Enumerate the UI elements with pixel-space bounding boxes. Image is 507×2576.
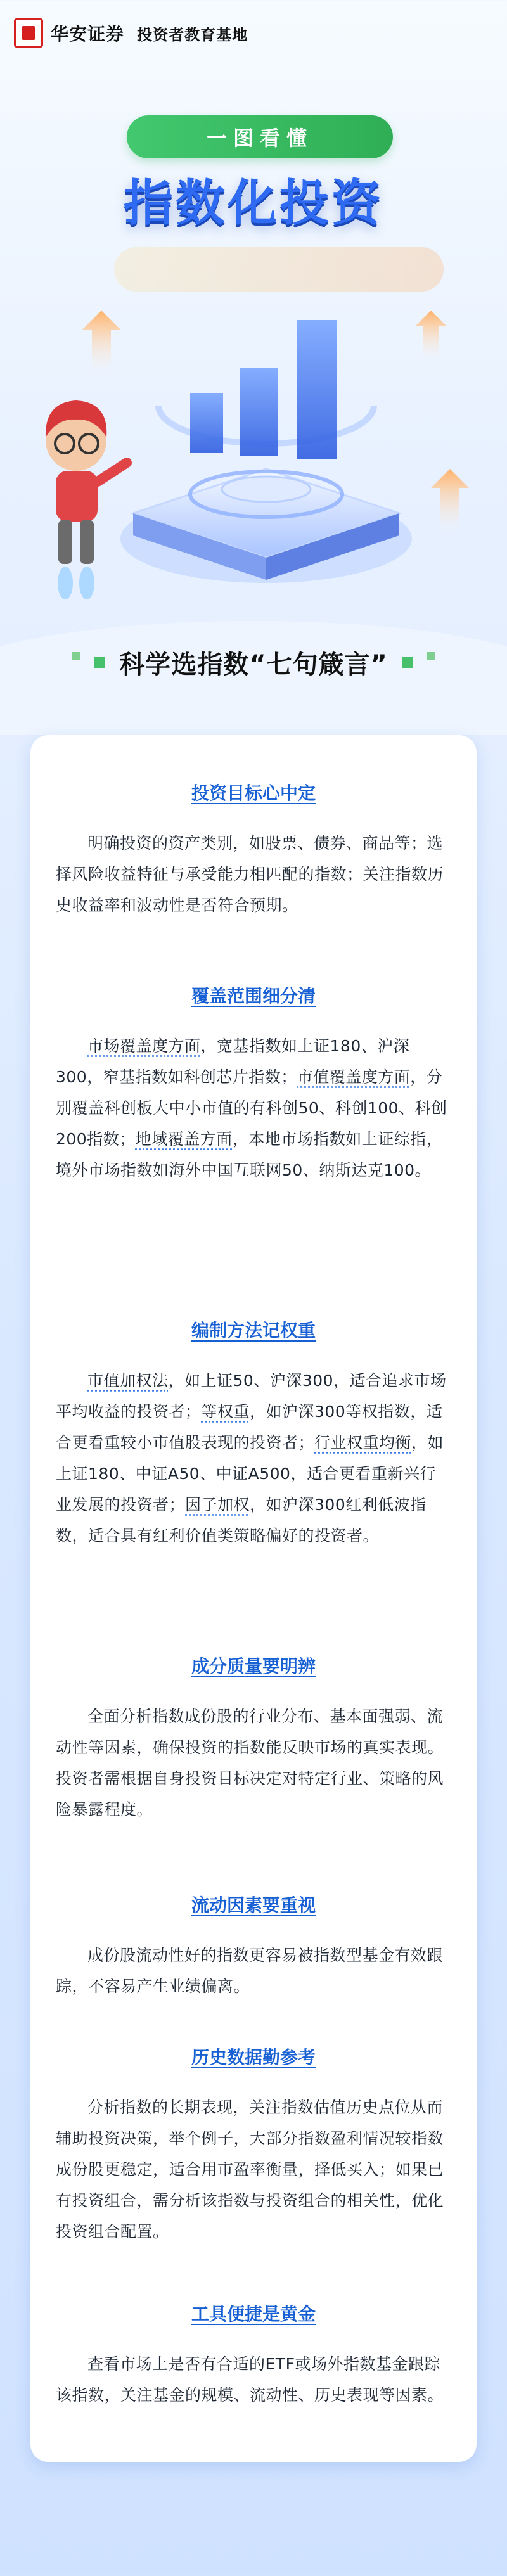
tip-section xyxy=(30,1317,477,1551)
highlighted-term: 行业权重均衡 xyxy=(314,1433,412,1452)
square-decoration-icon xyxy=(72,652,80,660)
bar-chart-platform-illustration xyxy=(0,260,507,615)
highlighted-term: 等权重 xyxy=(201,1402,250,1421)
tip-body: 查看市场上是否有合适的ETF或场外指数基金跟踪该指数，关注基金的规模、流动性、历史表现等因素。 xyxy=(56,2355,444,2404)
tip-body: 全面分析指数成份股的行业分布、基本面强弱、流动性等因素，确保投资的指数能反映市场的真实表现。投资者需根据自身投资目标决定对特定行业、策略的风险暴露程度。 xyxy=(56,1707,444,1819)
tip-body: 分析指数的长期表现，关注指数估值历史点位从而辅助投资决策，举个例子，大部分指数盈利情况较指数成份股更稳定，适合用市盈率衡量，择低买入；如果已有投资组合，需分析该指数与投资组合的相关性，优化投资组合配置。 xyxy=(56,2098,444,2241)
body-text: ，宽基指数如上证180、沪深300，窄基指数如科创芯片指数； xyxy=(56,1037,410,1086)
content-card xyxy=(30,735,477,2462)
highlighted-term: 市场覆盖度方面 xyxy=(87,1037,201,1055)
one-picture-pill: 一图看懂 xyxy=(127,115,393,158)
tip-section xyxy=(30,1892,477,2002)
highlighted-term: 地域覆盖方面 xyxy=(135,1130,233,1148)
highlighted-term: 因子加权 xyxy=(185,1496,250,1514)
brand-subtitle: 投资者教育基地 xyxy=(137,26,248,44)
square-decoration-icon xyxy=(402,657,413,668)
page-title: 指数化投资 xyxy=(123,175,383,232)
hero-banner xyxy=(0,0,507,665)
tip-body: 成份股流动性好的指数更容易被指数型基金有效跟踪，不容易产生业绩偏离。 xyxy=(56,1946,444,1996)
brand-header xyxy=(14,19,248,47)
tip-section xyxy=(30,1653,477,1825)
tip-body xyxy=(56,1030,451,1186)
square-decoration-icon xyxy=(427,652,435,660)
tip-title: 工具便捷是黄金 xyxy=(191,2304,316,2324)
tip-section xyxy=(30,2300,477,2411)
section-heading xyxy=(0,640,507,684)
brand-name: 华安证券 xyxy=(51,23,125,44)
cartoon-character-icon xyxy=(46,400,127,599)
tip-section xyxy=(30,982,477,1186)
bar-icon xyxy=(190,320,337,459)
body-text: ，分别覆盖科创板大中小市值的有科创50、科创100、科创200指数； xyxy=(56,1068,447,1148)
body-text: ，如沪深300等权指数，适合更看重较小市值股表现的投资者； xyxy=(56,1402,443,1452)
tip-section xyxy=(30,779,477,921)
tip-body: 明确投资的资产类别，如股票、债券、商品等；选择风险收益特征与承受能力相匹配的指数；关注指数历史收益率和波动性是否符合预期。 xyxy=(56,834,444,914)
body-text: ，如上证180、中证A50、中证A500，适合更看重新兴行业发展的投资者； xyxy=(56,1433,444,1514)
highlighted-term: 市值覆盖度方面 xyxy=(297,1068,411,1086)
tip-body xyxy=(56,1365,451,1551)
tip-title: 投资目标心中定 xyxy=(191,783,316,804)
tip-title: 覆盖范围细分清 xyxy=(191,985,316,1006)
body-text: ，如上证50、沪深300，适合追求市场平均收益的投资者； xyxy=(56,1371,447,1421)
tip-title: 编制方法记权重 xyxy=(191,1320,316,1341)
tip-title: 流动因素要重视 xyxy=(191,1895,316,1916)
body-text: ，如沪深300红利低波指数，适合具有红利价值类策略偏好的投资者。 xyxy=(56,1496,427,1545)
company-seal-logo xyxy=(14,18,43,48)
tip-title: 历史数据勤参考 xyxy=(191,2047,316,2068)
tip-title: 成分质量要明辨 xyxy=(191,1656,316,1677)
highlighted-term: 市值加权法 xyxy=(87,1371,169,1390)
seven-tips-heading: 科学选指数“七句箴言” xyxy=(119,650,388,679)
square-decoration-icon xyxy=(94,657,105,668)
tip-section xyxy=(30,2044,477,2247)
body-text: ，本地市场指数如上证综指，境外市场指数如海外中国互联网50、纳斯达克100。 xyxy=(56,1130,443,1179)
